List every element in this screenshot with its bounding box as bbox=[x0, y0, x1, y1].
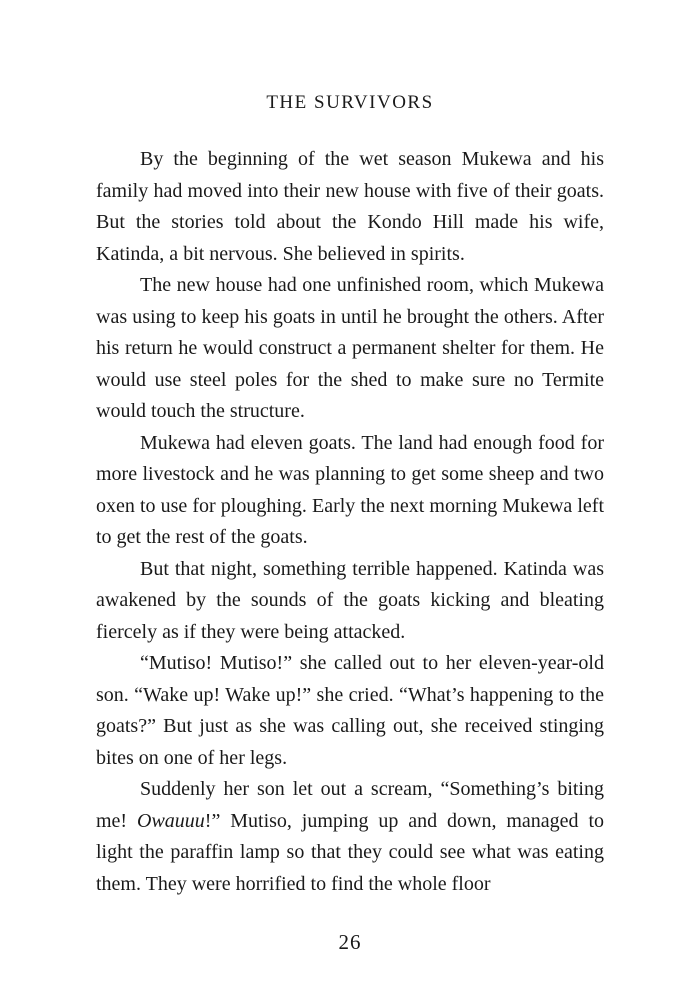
paragraph: The new house had one unfinished room, which Mukewa was using to keep his goats in until he brought the others. After his return he would construct a permanent shelter for them. He would use steel poles for the shed to make sure no Termite would touch the structure. bbox=[96, 274, 604, 422]
paragraph: By the beginning of the wet season Mukewa and his family had moved into their new house with five of their goats. But the stories told about the Kondo Hill made his wife, Katinda, a bit nervous. She believed in spirits. bbox=[96, 148, 604, 265]
body-text bbox=[96, 144, 604, 900]
running-title: THE SURVIVORS bbox=[266, 92, 434, 113]
page-number: 26 bbox=[338, 930, 362, 954]
paragraph-text: !” Mutiso, jumping up and down, managed to light the paraffin lamp so that they could see what was eating them. They were horrified to find the whole floor bbox=[96, 809, 605, 895]
paragraph: But that night, something terrible happened. Katinda was awakened by the sounds of the goats kicking and bleating fiercely as if they were being attacked. bbox=[96, 557, 604, 643]
paragraph-text: Suddenly her son let out a scream, “Something’s biting me! bbox=[96, 778, 604, 832]
paragraph: Mukewa had eleven goats. The land had enough food for more livestock and he was planning to get some sheep and two oxen to use for ploughing. Early the next morning Mukewa left to get the rest of the goats. bbox=[96, 431, 604, 548]
paragraph: “Mutiso! Mutiso!” she called out to her eleven-year-old son. “Wake up! Wake up!” she cried. “What’s happening to the goats?” But just as she was calling out, she received stinging bites on one of her legs. bbox=[96, 652, 604, 769]
italic-exclamation: Owauuu bbox=[137, 809, 205, 832]
paragraph bbox=[96, 774, 604, 900]
